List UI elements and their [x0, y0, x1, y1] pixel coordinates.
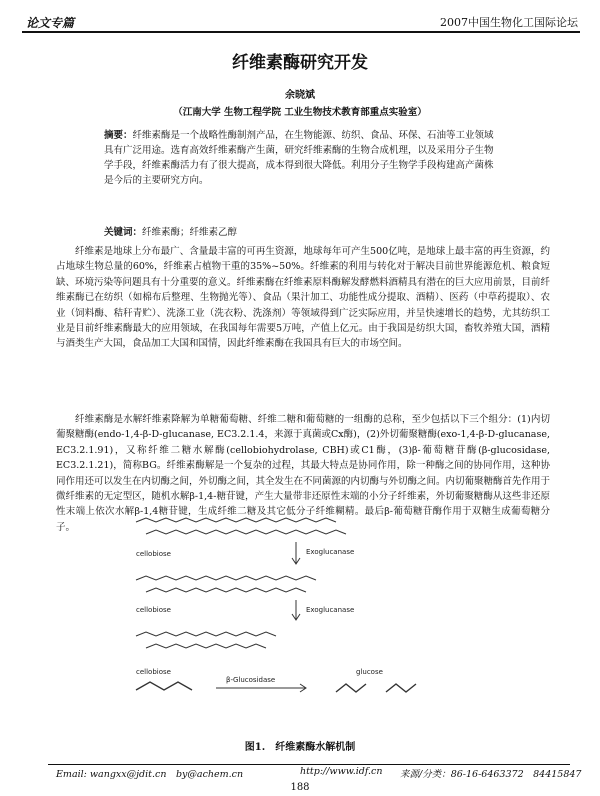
- body-paragraph-1: [56, 244, 550, 352]
- abstract-label: 摘要：: [104, 130, 133, 141]
- cellulose-chain-6: [146, 644, 266, 648]
- cellobiose-molecule: [136, 682, 192, 690]
- label-exoglucanase-1: Exoglucanase: [306, 548, 355, 556]
- cellulose-chain-4: [146, 588, 306, 592]
- cellulose-chain-2: [146, 530, 346, 534]
- label-glucose: glucose: [356, 668, 383, 676]
- arrow-1: [292, 542, 300, 564]
- footer-email: Email: wangxx@jdit.cn by@achem.cn: [56, 769, 244, 780]
- abstract: [104, 128, 500, 188]
- footer-rule: [48, 764, 570, 765]
- label-exoglucanase-2: Exoglucanase: [306, 606, 355, 614]
- paragraph-text: 纤维素是地球上分布最广、含量最丰富的可再生资源，地球每年可产生500亿吨，是地球上最丰富的再生资源，约占地球生物总量的60%，纤维素占植物干重的35%~50%。纤维素的利用与转化对于解决目前世界能源危机、粮食短缺、环境污染等问题具有十分重要的意义。纤维素酶在纤维素原料酶解发酵燃料酒精具有潜在的巨大应用前景，目前纤维素酶已在纺织（如棉布后整理、生物抛光等）、食品（果汁加工、功能性成分提取、酒精）、医药（中草药提取）、农业（饲料酶、秸秆青贮）、洗涤工业（洗衣粉、洗涤剂）等领域得到广泛实际应用，并呈快速增长的趋势，尤其纺织工业是目前纤维素酶最大的应用领域，在我国每年需要5万吨，产值上亿元。由于我国是纺织大国，畜牧养殖大国，酒精与酒类生产大国，食品加工大国和国情，因此纤维素酶在我国具有巨大的市场空间。: [56, 246, 551, 350]
- arrow-2: [292, 600, 300, 620]
- conference-name: 2007中国生物化工国际论坛: [440, 16, 578, 29]
- figure-caption: 图1. 纤维素酶水解机制: [244, 742, 356, 753]
- paper-title: 纤维素酶研究开发: [232, 53, 368, 73]
- glucose-molecule-2: [386, 684, 416, 692]
- label-cellobiose-1: cellobiose: [136, 550, 171, 558]
- page-number: 188: [290, 782, 310, 793]
- affiliation: （江南大学 生物工程学院 工业生物技术教育部重点实验室）: [173, 107, 427, 118]
- footer-website: http://www.idf.cn: [300, 766, 383, 777]
- keywords-label: 关键词：: [104, 227, 143, 238]
- arrow-3: [216, 684, 306, 692]
- footer-phone: 来源/分类：86-16-6463372 84415847: [400, 769, 582, 780]
- cellulose-chain-1: [136, 518, 336, 522]
- glucose-molecule-1: [336, 684, 366, 692]
- cellulose-chain-5: [136, 632, 276, 636]
- hydrolysis-figure: [96, 512, 516, 712]
- header-rule: [22, 31, 580, 33]
- cellulose-chain-3: [136, 576, 316, 580]
- author: 余晓斌: [285, 90, 315, 101]
- section-label: 论文专篇: [26, 16, 75, 30]
- label-cellobiose-2: cellobiose: [136, 606, 171, 614]
- paragraph-text: 纤维素酶是水解纤维素降解为单糖葡萄糖、纤维二糖和葡萄糖的一组酶的总称，至少包括以下三个组分：(1)内切葡聚糖酶(endo-1,4-β-D-glucanase, EC3.2.1.4，来源于真菌或Cx酶)，(2)外切葡聚糖酶(exo-1,4-β-D-glucanase, EC3.2.1.91)，又称纤维二糖水解酶(cellobiohydrolase, CBH)或C1酶，(3)β-葡萄糖苷酶(β-glucosidase, EC3.2.1.21)，简称BG。纤维素酶解是一个复杂的过程，其最大特点是协同作用，除一种酶之间的协同作用，这种协同作用还可以发生在内切酶之间，外切酶之间，其全发生在不同菌源的内切酶与外切酶之间。内切葡聚糖酶首先作用于微纤维素的无定型区，随机水解β-1,4-糖苷键，产生大量带非还原性末端的小分子纤维素，外切葡聚糖酶从这些非还原性末端上依次水解β-1,4糖苷键，生成纤维二糖及其它低分子纤维糊精。最后β-葡萄糖苷酶作用于双糖生成葡萄糖分子。: [56, 414, 551, 533]
- abstract-text: 纤维素酶是一个战略性酶制剂产品，在生物能源、纺织、食品、环保、石油等工业领域具有广泛用途。选育高效纤维素酶产生菌，研究纤维素酶的生物合成机理，以及采用分子生物学手段，纤维素酶活力有了很大提高，成本得到很大降低。利用分子生物学手段构建高产菌株是今后的主要研究方向。: [104, 130, 494, 186]
- keywords: [104, 224, 500, 238]
- label-beta-glucosidase: β-Glucosidase: [226, 676, 276, 684]
- label-cellobiose-3: cellobiose: [136, 668, 171, 676]
- keywords-text: 纤维素酶；纤维素乙醇: [142, 227, 238, 238]
